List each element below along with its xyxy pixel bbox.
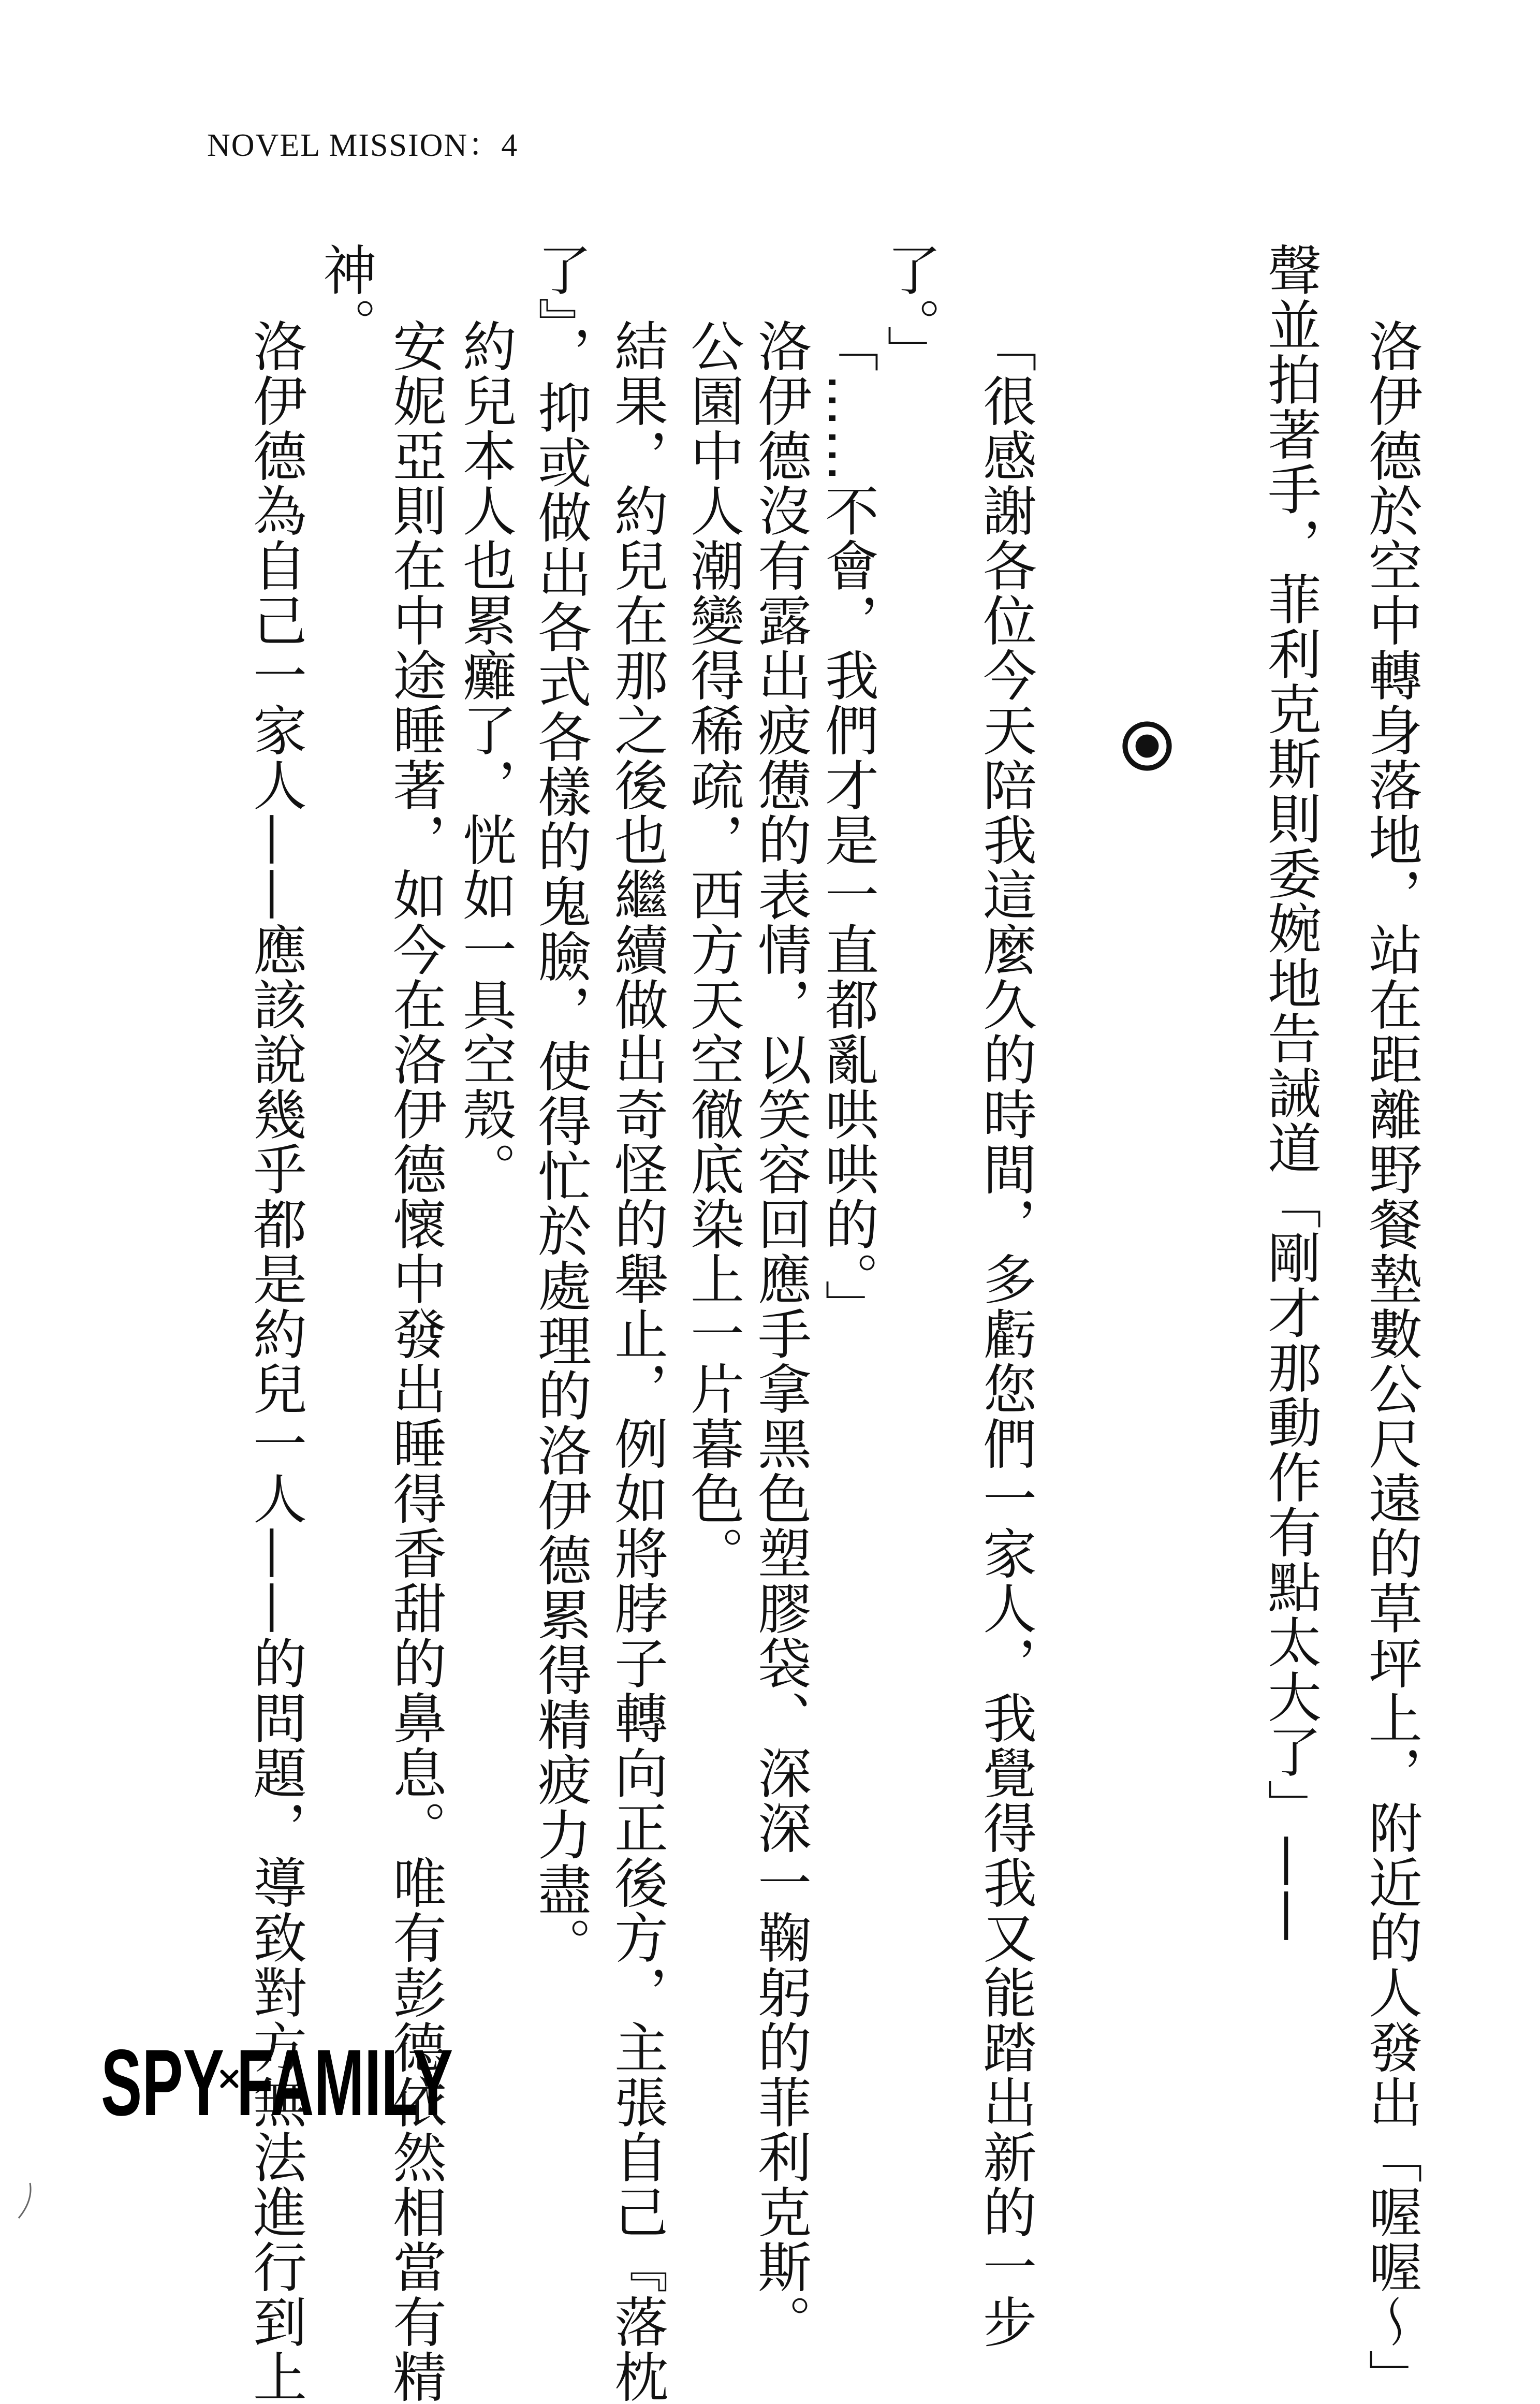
text-column-1: 洛伊德於空中轉身落地，站在距離野餐墊數公尺遠的草坪上，附近的人發出「喔喔～」 [1359, 318, 1422, 2404]
spy-family-logo [101, 2022, 463, 2135]
svg-text:SPY: SPY [101, 2030, 224, 2135]
running-header: NOVEL MISSION：4 [207, 128, 519, 163]
text-column-7: 公園中人潮變得稀疏，西方天空徹底染上一片暮色。 [681, 318, 744, 1581]
bullseye-icon [1118, 717, 1176, 775]
text-column-6: 洛伊德沒有露出疲憊的表情，以笑容回應手拿黑色塑膠袋、深深一鞠躬的菲利克斯。 [749, 318, 812, 2349]
svg-text:FAMILY: FAMILY [237, 2030, 453, 2135]
text-column-5: 「……不會，我們才是一直都亂哄哄的。」 [816, 318, 879, 1334]
text-column-9: 了』，抑或做出各式各樣的鬼臉，使得忙於處理的洛伊德累得精疲力盡。 [529, 242, 592, 1972]
corner-mark [16, 2180, 36, 2221]
text-column-3: 「很感謝各位今天陪我這麼久的時間，多虧您們一家人，我覺得我又能踏出新的一步 [974, 318, 1037, 2349]
text-column-2: 聲並拍著手，菲利克斯則委婉地告誡道「剛才那動作有點太大了」—— [1258, 242, 1322, 1944]
text-column-8: 結果，約兒在那之後也繼續做出奇怪的舉止，例如將脖子轉向正後方，主張自己『落枕 [605, 318, 668, 2404]
text-column-12: 神。 [314, 242, 377, 352]
text-column-10: 約兒本人也累癱了，恍如一具空殼。 [453, 318, 517, 1197]
text-column-13: 洛伊德為自己一家人——應該說幾乎都是約兒一人——的問題，導致對方無法進行到上 [244, 318, 307, 2404]
text-column-4: 了。」 [878, 242, 941, 380]
text-column-11: 安妮亞則在中途睡著，如今在洛伊德懷中發出睡得香甜的鼻息。唯有彭德依然相當有精 [384, 318, 447, 2404]
